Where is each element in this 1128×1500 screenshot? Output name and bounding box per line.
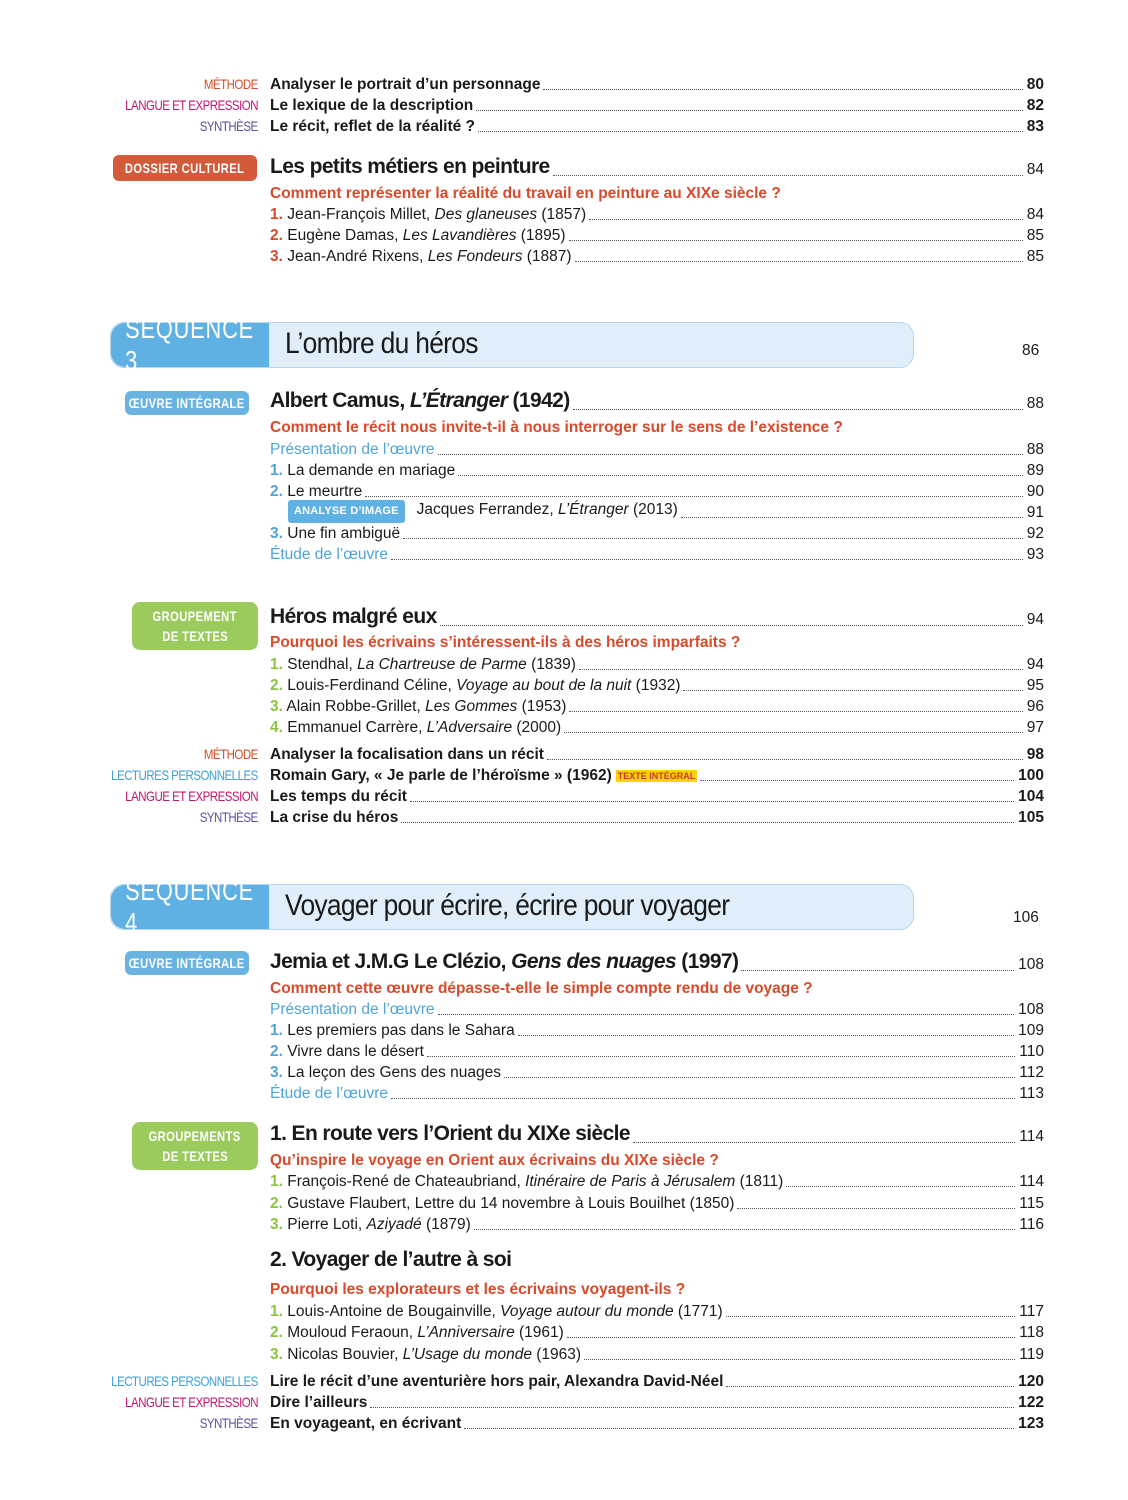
toc-entry[interactable]: Le récit, reflet de la réalité ? 83 bbox=[270, 118, 1044, 135]
groupement-1-question: Qu’inspire le voyage en Orient aux écrivains du XIXe siècle ? bbox=[270, 1152, 719, 1169]
groupements-badge: GROUPEMENTS DE TEXTES bbox=[132, 1122, 258, 1170]
toc-entry[interactable]: 2. Gustave Flaubert, Lettre du 14 novembre à Louis Bouilhet (1850) 115 bbox=[270, 1195, 1044, 1212]
dossier-title-entry[interactable]: Les petits métiers en peinture 84 bbox=[270, 155, 1044, 178]
toc-entry[interactable]: 2. Vivre dans le désert 110 bbox=[270, 1043, 1044, 1060]
toc-entry[interactable]: 3. La leçon des Gens des nuages 112 bbox=[270, 1064, 1044, 1081]
sequence-3-tab: SÉQUENCE 3 bbox=[111, 323, 269, 367]
analyse-image-badge: ANALYSE D’IMAGE bbox=[288, 500, 405, 523]
toc-entry[interactable]: Présentation de l’œuvre 88 bbox=[270, 441, 1044, 458]
toc-entry[interactable]: Analyser la focalisation dans un récit 98 bbox=[270, 746, 1044, 763]
groupement-title-entry[interactable]: Héros malgré eux 94 bbox=[270, 605, 1044, 628]
texte-integral-tag: TEXTE INTÉGRAL bbox=[617, 770, 696, 781]
toc-entry[interactable]: Lire le récit d’une aventurière hors pair, Alexandra David-Néel 120 bbox=[270, 1373, 1044, 1390]
toc-entry[interactable]: 4. Emmanuel Carrère, L’Adversaire (2000) 97 bbox=[270, 719, 1044, 736]
groupement-1-title-entry[interactable]: 1. En route vers l’Orient du XIXe siècle 114 bbox=[270, 1122, 1044, 1145]
toc-entry[interactable]: 1. Stendhal, La Chartreuse de Parme (1839) 94 bbox=[270, 656, 1044, 673]
toc-entry[interactable]: Le lexique de la description 82 bbox=[270, 97, 1044, 114]
sequence-3-page: 86 bbox=[1022, 342, 1040, 359]
toc-entry[interactable]: En voyageant, en écrivant 123 bbox=[270, 1415, 1044, 1432]
dossier-question: Comment représenter la réalité du travail en peinture au XIXe siècle ? bbox=[270, 185, 781, 202]
sequence-4-banner[interactable] bbox=[110, 875, 914, 938]
toc-entry[interactable]: Romain Gary, « Je parle de l’héroïsme » (1962) TEXTE INTÉGRAL 100 bbox=[270, 767, 1044, 784]
toc-entry[interactable]: 1. La demande en mariage 89 bbox=[270, 462, 1044, 479]
sequence-4-title: Voyager pour écrire, écrire pour voyager bbox=[285, 889, 730, 922]
dossier-culturel-badge: DOSSIER CULTUREL bbox=[113, 155, 257, 181]
synthese-label: SYNTHÈSE bbox=[200, 1415, 258, 1431]
toc-entry[interactable]: 2. Eugène Damas, Les Lavandières (1895) 85 bbox=[270, 227, 1044, 244]
toc-entry[interactable]: 1. Louis-Antoine de Bougainville, Voyage autour du monde (1771) 117 bbox=[270, 1303, 1044, 1320]
sequence-3-title: L’ombre du héros bbox=[285, 327, 478, 360]
toc-entry[interactable]: Étude de l’œuvre 113 bbox=[270, 1085, 1044, 1102]
toc-entry[interactable]: 1. Les premiers pas dans le Sahara 109 bbox=[270, 1022, 1044, 1039]
synthese-label: SYNTHÈSE bbox=[200, 809, 258, 825]
groupement-question: Pourquoi les écrivains s’intéressent-ils à des héros imparfaits ? bbox=[270, 634, 741, 651]
sequence-4-page: 106 bbox=[1013, 909, 1039, 926]
toc-entry[interactable]: 2. Le meurtre 90 bbox=[270, 483, 1044, 500]
oeuvre-integrale-badge: ŒUVRE INTÉGRALE bbox=[125, 951, 249, 975]
toc-entry[interactable]: 2. Mouloud Feraoun, L’Anniversaire (1961) 118 bbox=[270, 1324, 1044, 1341]
toc-entry[interactable]: 3. Jean-André Rixens, Les Fondeurs (1887) 85 bbox=[270, 248, 1044, 265]
sequence-3-banner[interactable] bbox=[110, 313, 914, 376]
groupement-2-question: Pourquoi les explorateurs et les écrivains voyagent-ils ? bbox=[270, 1281, 686, 1298]
toc-entry[interactable]: 1. François-René de Chateaubriand, Itinéraire de Paris à Jérusalem (1811) 114 bbox=[270, 1173, 1044, 1190]
methode-label: MÉTHODE bbox=[204, 76, 258, 92]
oeuvre-question: Comment le récit nous invite-t-il à nous interroger sur le sens de l’existence ? bbox=[270, 419, 843, 436]
synthese-label: SYNTHÈSE bbox=[200, 118, 258, 134]
oeuvre-integrale-badge: ŒUVRE INTÉGRALE bbox=[125, 391, 249, 415]
oeuvre-title-entry[interactable]: Albert Camus, L’Étranger (1942) 88 bbox=[270, 389, 1044, 412]
toc-entry[interactable]: 2. Louis-Ferdinand Céline, Voyage au bout de la nuit (1932) 95 bbox=[270, 677, 1044, 694]
toc-entry[interactable]: Étude de l’œuvre 93 bbox=[270, 546, 1044, 563]
langue-label: LANGUE ET EXPRESSION bbox=[125, 97, 258, 113]
toc-entry[interactable]: La crise du héros 105 bbox=[270, 809, 1044, 826]
toc-entry[interactable]: Dire l’ailleurs 122 bbox=[270, 1394, 1044, 1411]
toc-entry[interactable]: Présentation de l’œuvre 108 bbox=[270, 1001, 1044, 1018]
langue-label: LANGUE ET EXPRESSION bbox=[125, 788, 258, 804]
methode-label: MÉTHODE bbox=[204, 746, 258, 762]
lectures-label: LECTURES PERSONNELLES bbox=[111, 767, 258, 783]
groupement-2-title[interactable]: 2. Voyager de l’autre à soi bbox=[270, 1248, 512, 1271]
toc-entry[interactable]: 3. Nicolas Bouvier, L’Usage du monde (1963) 119 bbox=[270, 1346, 1044, 1363]
toc-entry[interactable]: Analyser le portrait d’un personnage 80 bbox=[270, 76, 1044, 93]
toc-entry[interactable]: 3. Pierre Loti, Aziyadé (1879) 116 bbox=[270, 1216, 1044, 1233]
lectures-label: LECTURES PERSONNELLES bbox=[111, 1373, 258, 1389]
toc-entry[interactable]: 3. Une fin ambiguë 92 bbox=[270, 525, 1044, 542]
toc-entry[interactable]: 1. Jean-François Millet, Des glaneuses (1857) 84 bbox=[270, 206, 1044, 223]
groupement-badge: GROUPEMENT DE TEXTES bbox=[132, 602, 258, 650]
langue-label: LANGUE ET EXPRESSION bbox=[125, 1394, 258, 1410]
toc-entry[interactable]: 3. Alain Robbe-Grillet, Les Gommes (1953) 96 bbox=[270, 698, 1044, 715]
oeuvre-title-entry[interactable]: Jemia et J.M.G Le Clézio, Gens des nuages (1997) 108 bbox=[270, 950, 1044, 973]
toc-entry[interactable]: ANALYSE D’IMAGE Jacques Ferrandez, L’Étranger (2013) 91 bbox=[270, 502, 1044, 523]
toc-entry[interactable]: Les temps du récit 104 bbox=[270, 788, 1044, 805]
sequence-4-tab: SÉQUENCE 4 bbox=[111, 885, 269, 929]
oeuvre-question: Comment cette œuvre dépasse-t-elle le simple compte rendu de voyage ? bbox=[270, 980, 813, 997]
